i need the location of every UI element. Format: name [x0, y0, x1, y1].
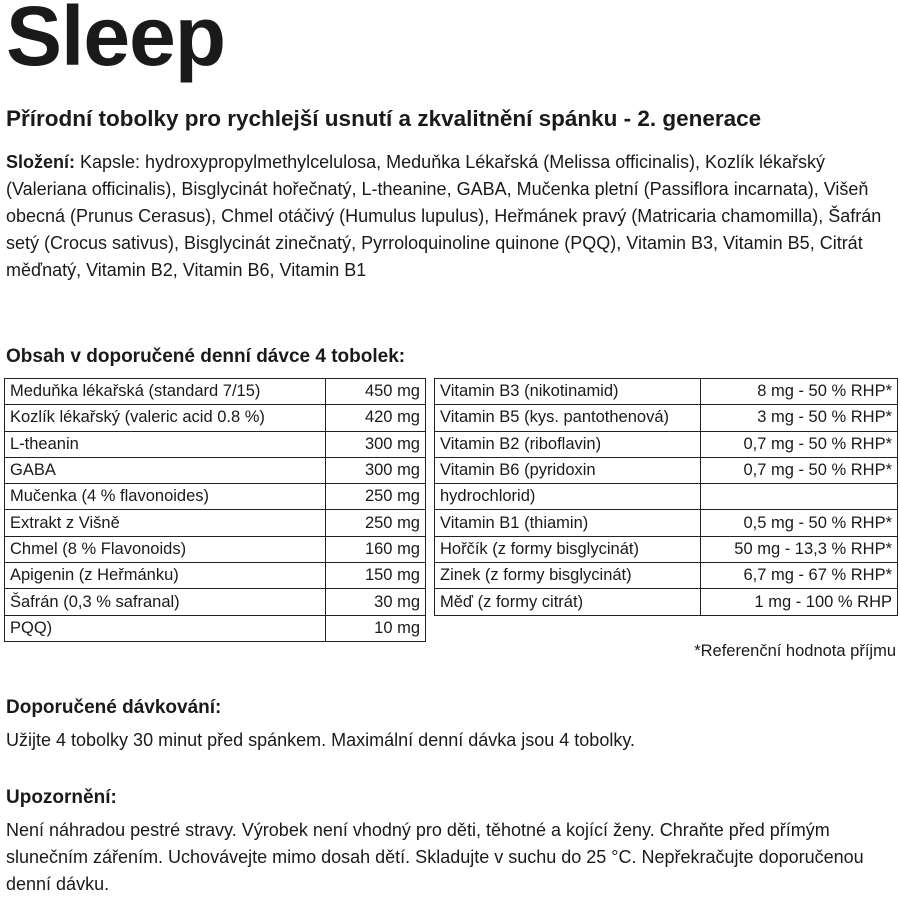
ingredient-name: Vitamin B5 (kys. pantothenová)	[435, 405, 701, 431]
ingredient-amount: 300 mg	[326, 431, 426, 457]
daily-dose-heading: Obsah v doporučené denní dávce 4 tobolek:	[6, 346, 406, 367]
ingredient-name: Měď (z formy citrát)	[435, 589, 701, 615]
table-row	[5, 431, 426, 457]
dosage-heading: Doporučené dávkování:	[6, 697, 222, 718]
ingredient-name: Mučenka (4 % flavonoides)	[5, 484, 326, 510]
product-title: Sleep	[6, 0, 226, 83]
table-row	[5, 615, 426, 641]
ingredient-name: Vitamin B1 (thiamin)	[435, 510, 701, 536]
ingredient-amount: 3 mg - 50 % RHP*	[701, 405, 898, 431]
table-row	[435, 536, 898, 562]
table-row	[435, 457, 898, 483]
ingredient-name: Vitamin B3 (nikotinamid)	[435, 379, 701, 405]
table-row	[5, 589, 426, 615]
ingredient-amount: 0,7 mg - 50 % RHP*	[701, 431, 898, 457]
table-row	[5, 484, 426, 510]
ingredient-name: Apigenin (z Heřmánku)	[5, 563, 326, 589]
ingredient-name: Vitamin B6 (pyridoxin	[435, 457, 701, 483]
ingredient-amount: 450 mg	[326, 379, 426, 405]
ingredient-name: Kozlík lékařský (valeric acid 0.8 %)	[5, 405, 326, 431]
ingredient-amount: 0,7 mg - 50 % RHP*	[701, 457, 898, 483]
vitamins-table	[434, 378, 898, 616]
table-row	[5, 379, 426, 405]
composition-text: Kapsle: hydroxypropylmethylcelulosa, Meduňka Lékařská (Melissa officinalis), Kozlík lékařský (Valeriana officinalis), Bisglycinát hořečnatý, L-theanine, GABA, Mučenka pletní (Passiflora incarnata), Višeň obecná (Prunus Cerasus), Chmel otáčivý (Humulus lupulus), Heřmánek pravý (Matricaria chamomilla), Šafrán setý (Crocus sativus), Bisglycinát zinečnatý, Pyrroloquinoline quinone (PQQ), Vitamin B3, Vitamin B5, Citrát měďnatý, Vitamin B2, Vitamin B6, Vitamin B1	[6, 152, 882, 280]
ingredient-amount: 250 mg	[326, 484, 426, 510]
ingredient-name: Meduňka lékařská (standard 7/15)	[5, 379, 326, 405]
product-subtitle: Přírodní tobolky pro rychlejší usnutí a zkvalitnění spánku - 2. generace	[6, 106, 762, 131]
warning-text: Není náhradou pestré stravy. Výrobek není vhodný pro děti, těhotné a kojící ženy. Chraňte před přímým slunečním zářením. Uchovávejte mimo dosah dětí. Skladujte v suchu do 25 °C. Nepřekračujte doporučenou denní dávku.	[6, 820, 864, 894]
rhp-footnote: *Referenční hodnota příjmu	[694, 642, 896, 660]
ingredient-amount: 150 mg	[326, 563, 426, 589]
ingredient-name: Chmel (8 % Flavonoids)	[5, 536, 326, 562]
table-row	[435, 431, 898, 457]
ingredient-amount: 30 mg	[326, 589, 426, 615]
ingredient-amount: 420 mg	[326, 405, 426, 431]
ingredient-name: Zinek (z formy bisglycinát)	[435, 563, 701, 589]
ingredient-name: Šafrán (0,3 % safranal)	[5, 589, 326, 615]
ingredient-name: GABA	[5, 457, 326, 483]
warning-heading: Upozornění:	[6, 787, 117, 808]
ingredient-amount: 10 mg	[326, 615, 426, 641]
dosage-text: Užijte 4 tobolky 30 minut před spánkem. Maximální denní dávka jsou 4 tobolky.	[6, 730, 635, 750]
composition-label: Složení:	[6, 152, 76, 172]
ingredient-amount: 8 mg - 50 % RHP*	[701, 379, 898, 405]
ingredient-name: L-theanin	[5, 431, 326, 457]
table-row	[5, 457, 426, 483]
ingredient-amount: 160 mg	[326, 536, 426, 562]
ingredients-table	[4, 378, 426, 642]
table-row	[5, 405, 426, 431]
ingredient-name: Vitamin B2 (riboflavin)	[435, 431, 701, 457]
table-row	[435, 484, 898, 510]
ingredient-amount: 300 mg	[326, 457, 426, 483]
table-row	[435, 405, 898, 431]
ingredient-amount: 0,5 mg - 50 % RHP*	[701, 510, 898, 536]
ingredient-name: Extrakt z Višně	[5, 510, 326, 536]
ingredient-amount: 250 mg	[326, 510, 426, 536]
ingredient-name: Hořčík (z formy bisglycinát)	[435, 536, 701, 562]
composition-paragraph	[6, 149, 898, 284]
ingredient-amount	[701, 484, 898, 510]
table-row	[5, 563, 426, 589]
table-row	[5, 536, 426, 562]
ingredient-name: PQQ)	[5, 615, 326, 641]
table-row	[5, 510, 426, 536]
table-row	[435, 589, 898, 615]
ingredient-name: hydrochlorid)	[435, 484, 701, 510]
ingredient-amount: 1 mg - 100 % RHP	[701, 589, 898, 615]
table-row	[435, 379, 898, 405]
ingredient-amount: 50 mg - 13,3 % RHP*	[701, 536, 898, 562]
ingredient-amount: 6,7 mg - 67 % RHP*	[701, 563, 898, 589]
table-row	[435, 563, 898, 589]
table-row	[435, 510, 898, 536]
